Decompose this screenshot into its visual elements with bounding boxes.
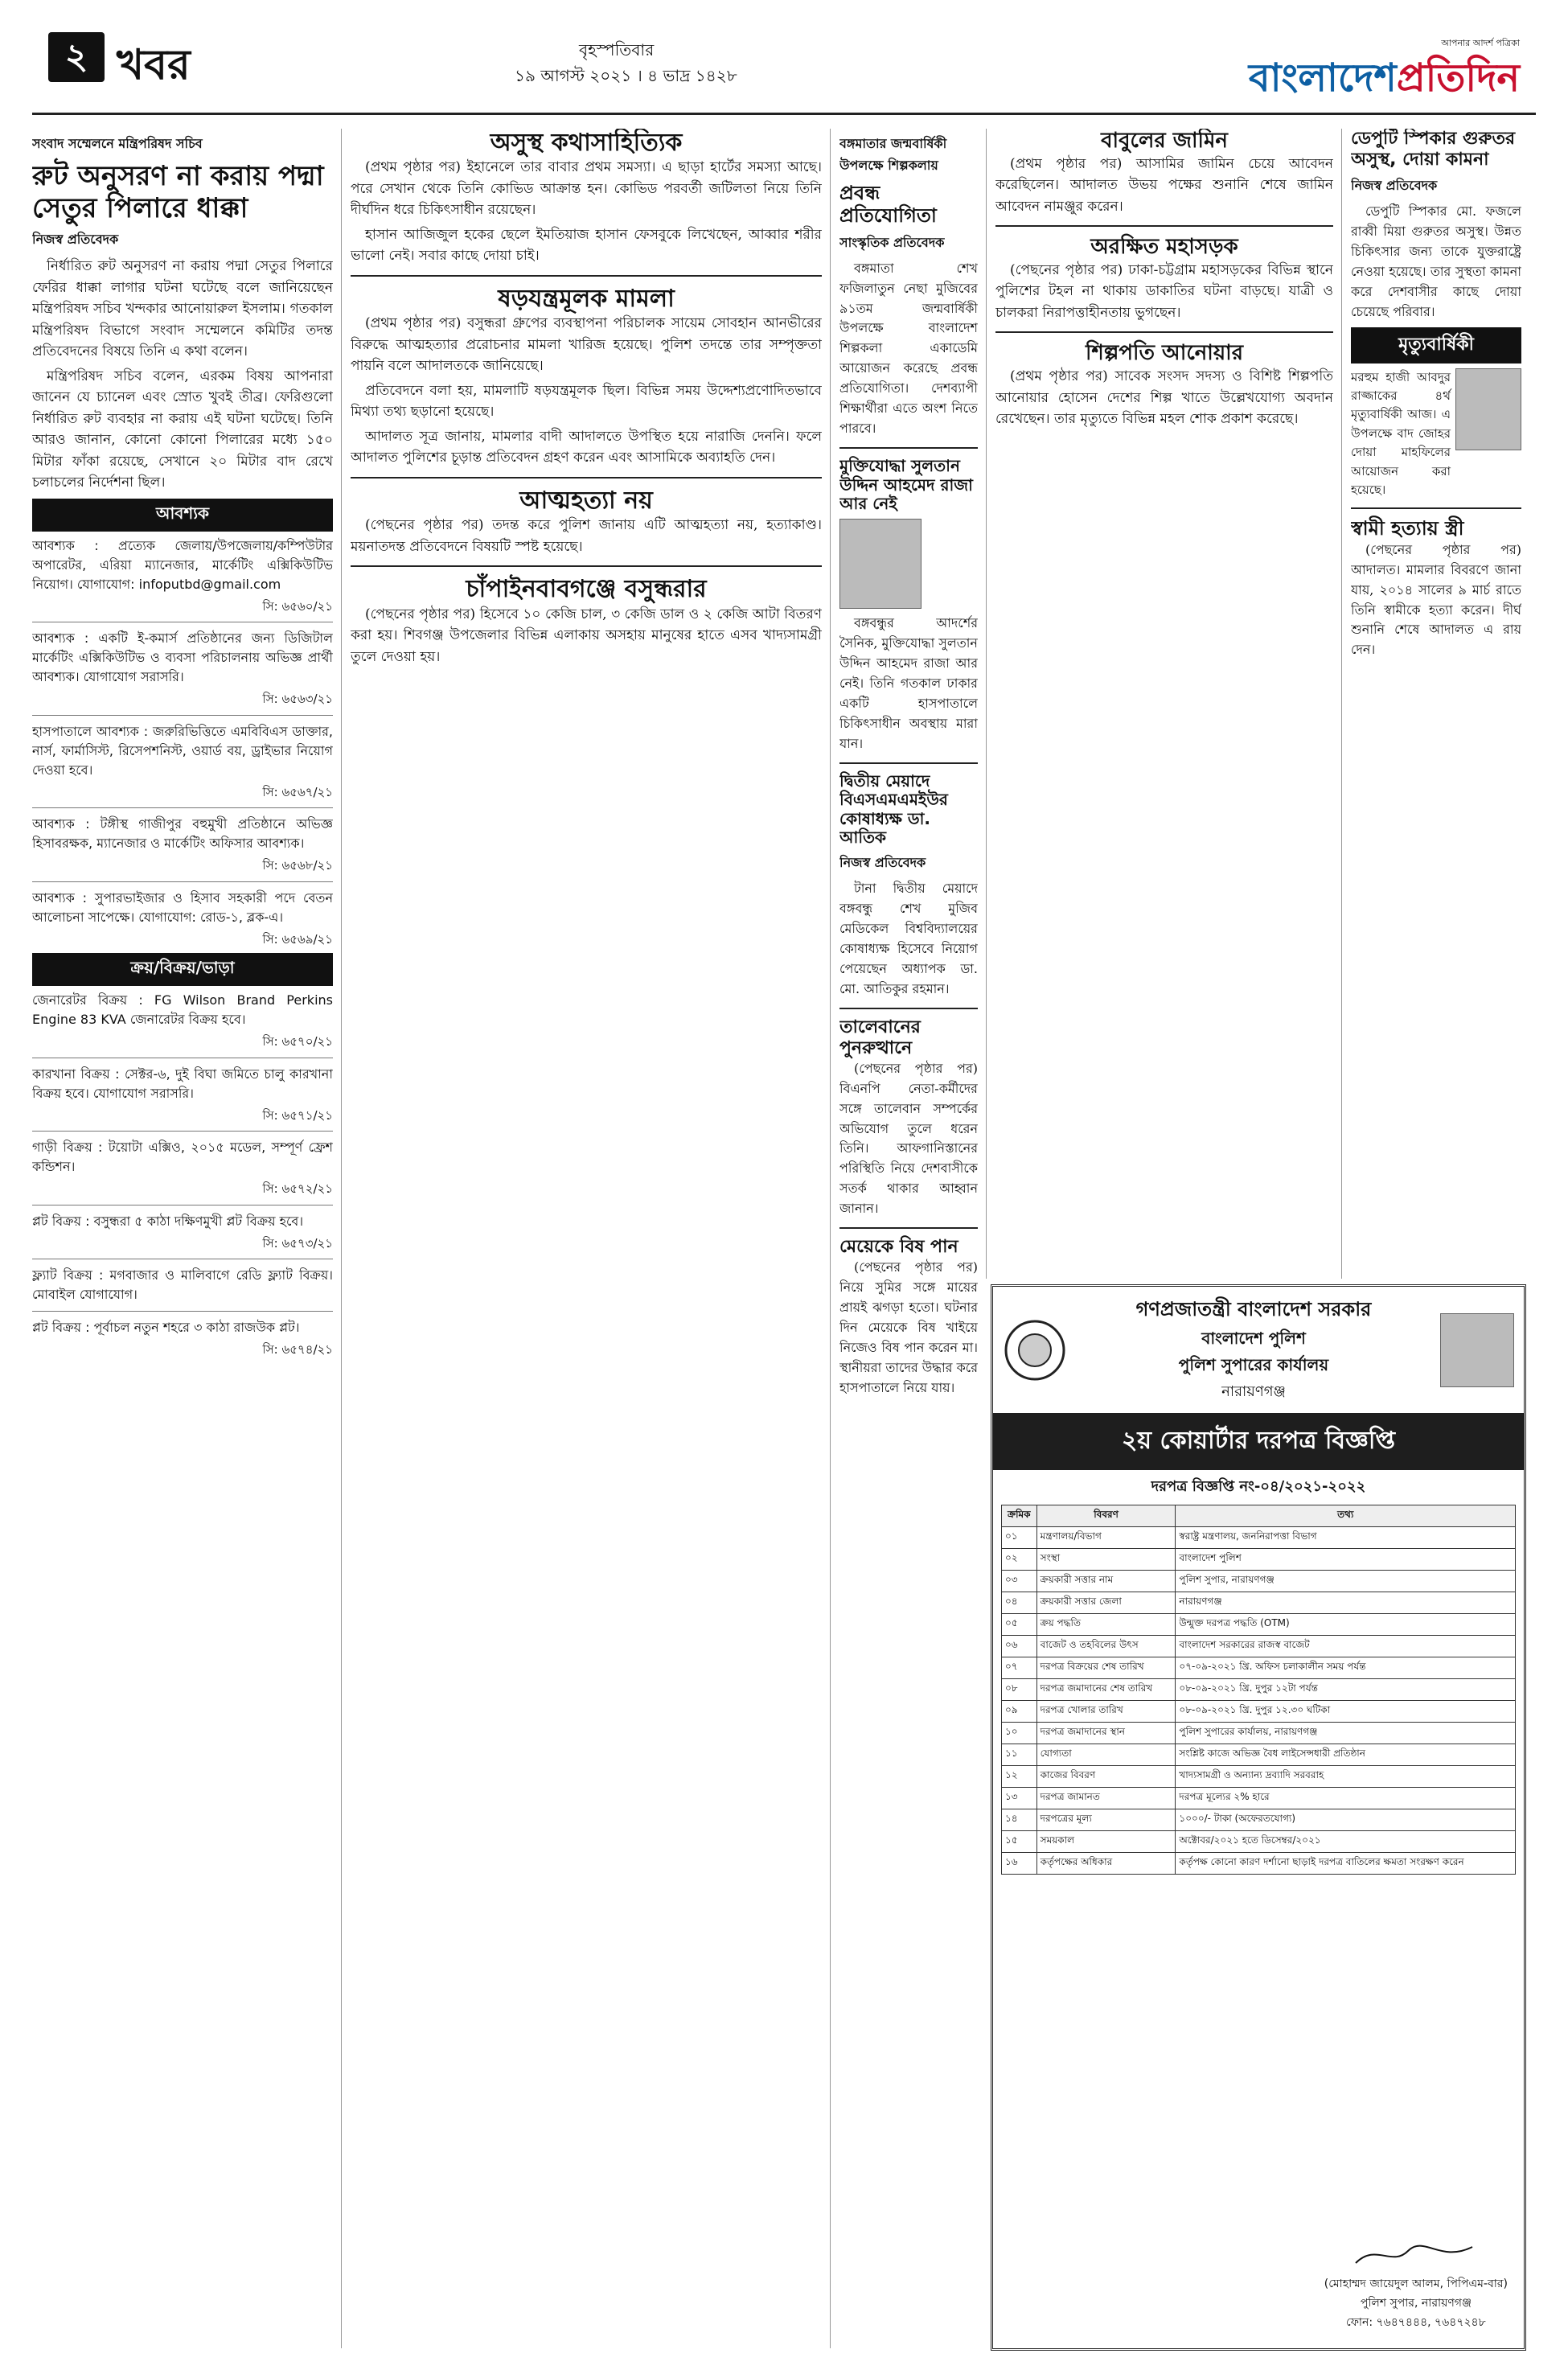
table-cell: ০৭-০৯-২০২১ খ্রি. অফিস চলাকালীন সময় পর্যন্ত [1176, 1657, 1516, 1679]
story-headline: প্রবন্ধ প্রতিযোগিতা [839, 182, 937, 228]
story-headline: তালেবানের পুনরুত্থানে [839, 1017, 921, 1058]
story-body [995, 154, 1333, 218]
table-row [1002, 1571, 1516, 1592]
story-body [995, 366, 1333, 430]
story-headline: মেয়েকে বিষ পান [839, 1237, 958, 1258]
obituary-photo [1455, 368, 1521, 450]
table-cell: ০১ [1002, 1527, 1037, 1549]
story-body [351, 313, 822, 469]
story-headline: অরক্ষিত মহাসড়ক [1090, 235, 1238, 260]
table-cell: স্বরাষ্ট্র মন্ত্রণালয়, জননিরাপত্তা বিভাগ [1176, 1527, 1516, 1549]
story-body [351, 515, 822, 557]
table-cell: অক্টোবর/২০২১ হতে ডিসেম্বর/২০২১ [1176, 1831, 1516, 1853]
classified-ad: কারখানা বিক্রয় : সেক্টর-৬, দুই বিঘা জমিতে চালু কারখানা বিক্রয় হবে। যোগাযোগ সরাসরি। [32, 1066, 333, 1101]
dateline: ১৯ আগস্ট ২০২১ । ৪ ভাদ্র ১৪২৮ [515, 66, 737, 85]
portrait-photo [839, 519, 922, 609]
table-cell: ক্রয়কারী সত্তার জেলা [1036, 1592, 1176, 1614]
table-cell: পুলিশ সুপারের কার্যালয়, নারায়ণগঞ্জ [1176, 1723, 1516, 1744]
classified-ad: ফ্ল্যাট বিক্রয় : মগবাজার ও মালিবাগে রেডি ফ্ল্যাট বিক্রয়। মোবাইল যোগাযোগ। [32, 1267, 333, 1303]
table-cell: দরপত্রের মূল্য [1036, 1809, 1176, 1831]
table-cell: ক্রয় পদ্ধতি [1036, 1614, 1176, 1636]
logo-tagline: আপনার আদর্শ পত্রিকা [1441, 38, 1520, 48]
table-cell: সংস্থা [1036, 1549, 1176, 1571]
story-headline: স্বামী হত্যায় স্ত্রী [1351, 517, 1464, 540]
table-cell: কর্তৃপক্ষের অধিকার [1036, 1853, 1176, 1875]
table-cell: সময়কাল [1036, 1831, 1176, 1853]
table-cell: ১৫ [1002, 1831, 1037, 1853]
table-cell: ০৪ [1002, 1592, 1037, 1614]
table-row [1002, 1701, 1516, 1723]
classified-ad: আবশ্যক : একটি ই-কমার্স প্রতিষ্ঠানের জন্য ডিজিটাল মার্কেটিং এক্সিকিউটিভ ও ব্যবসা পরিচালনায় অভিজ্ঞ প্রার্থী আবশ্যক। যোগাযোগ সরাসরি। [32, 630, 333, 685]
column-right-a [995, 129, 1333, 1279]
story-body [839, 1258, 978, 1399]
paragraph: (পেছনের পৃষ্ঠার পর) ঢাকা-চট্টগ্রাম মহাসড়কের বিভিন্ন স্থানে পুলিশের টহল না থাকায় ডাকাতির ঘটনা বাড়ছে। যাত্রী ও চালকরা নিরাপত্তাহীনতায় ভুগছেন। [995, 261, 1333, 321]
signature-block [1324, 2239, 1508, 2332]
table-row [1002, 1527, 1516, 1549]
story-body [995, 260, 1333, 324]
ad-code: সি: ৬৫৬৩/২১ [262, 692, 333, 707]
story-headline: দ্বিতীয় মেয়াদে বিএসএমএমইউর কোষাধ্যক্ষ ডা. আতিক [839, 770, 948, 848]
classified-ad: আবশ্যক : টঙ্গীস্থ গাজীপুর বহুমুখী প্রতিষ্ঠানে অভিজ্ঞ হিসাবরক্ষক, ম্যানেজার ও মার্কেটিং অফিসার আবশ্যক। [32, 816, 333, 852]
police-emblem-icon [1003, 1318, 1067, 1382]
table-cell: ১৪ [1002, 1809, 1037, 1831]
district-name: নারায়ণগঞ্জ [1221, 1383, 1286, 1400]
table-cell: ০৭ [1002, 1657, 1037, 1679]
table-cell: ১০ [1002, 1723, 1037, 1744]
column-left [32, 129, 333, 2348]
ad-code: সি: ৬৫৬৮/২১ [262, 858, 333, 873]
paragraph: (পেছনের পৃষ্ঠার পর) তদন্ত করে পুলিশ জানায় এটি আত্মহত্যা নয়, হত্যাকাণ্ড। ময়নাতদন্ত প্রতিবেদনে বিষয়টি স্পষ্ট হয়েছে। [351, 517, 822, 555]
obituary-block [1351, 368, 1521, 500]
portrait-photo [1440, 1313, 1514, 1387]
page-number: ২ [48, 32, 105, 82]
table-cell: পুলিশ সুপার, নারায়ণগঞ্জ [1176, 1571, 1516, 1592]
story-kicker: বঙ্গমাতার জন্মবার্ষিকী উপলক্ষে শিল্পকলায় [839, 136, 947, 173]
table-cell: ০২ [1002, 1549, 1037, 1571]
story-headline: ডেপুটি স্পিকার গুরুতর অসুস্থ, দোয়া কামনা [1351, 129, 1516, 170]
lead-kicker: সংবাদ সম্মেলনে মন্ত্রিপরিষদ সচিব [32, 136, 203, 151]
table-row [1002, 1636, 1516, 1657]
table-cell: বাংলাদেশ সরকারের রাজস্ব বাজেট [1176, 1636, 1516, 1657]
story-byline: নিজস্ব প্রতিবেদক [839, 855, 926, 871]
table-cell: উন্মুক্ত দরপত্র পদ্ধতি (OTM) [1176, 1614, 1516, 1636]
tender-header [993, 1287, 1524, 1413]
table-cell: কাজের বিবরণ [1036, 1766, 1176, 1788]
paragraph: (প্রথম পৃষ্ঠার পর) বসুন্ধরা গ্রুপের ব্যবস্থাপনা পরিচালক সায়েম সোবহান আনভীরের বিরুদ্ধে আত্মহত্যার প্ররোচনার মামলা খারিজ হয়েছে। পুলিশ তদন্তে তার সম্পৃক্ততা পায়নি বলে আদালতকে জানিয়েছে। [351, 315, 822, 375]
paragraph: (পেছনের পৃষ্ঠার পর) হিসেবে ১০ কেজি চাল, ৩ কেজি ডাল ও ২ কেজি আটা বিতরণ করা হয়। শিবগঞ্জ উপজেলার বিভিন্ন এলাকায় অসহায় মানুষের হাতে এসব খাদ্যসামগ্রী তুলে দেওয়া হয়। [351, 606, 822, 665]
table-cell: দরপত্র খোলার তারিখ [1036, 1701, 1176, 1723]
column-mid-right [839, 129, 978, 2348]
table-row [1002, 1809, 1516, 1831]
tender-notice [991, 1284, 1526, 2351]
table-cell: দরপত্র জমাদানের স্থান [1036, 1723, 1176, 1744]
classified-ad: আবশ্যক : সুপারভাইজার ও হিসাব সহকারী পদে বেতন আলোচনা সাপেক্ষে। যোগাযোগ: রোড-১, ব্লক-এ। [32, 889, 333, 925]
lead-body [32, 256, 333, 494]
story-body [351, 604, 822, 668]
paragraph: আদালত সূত্র জানায়, মামলার বাদী আদালতে উপস্থিত হয়ে নারাজি দেননি। ফলে আদালত পুলিশের চূড়ান্ত প্রতিবেদন গ্রহণ করেন এবং আসামিকে অব্যাহতি দেন। [351, 428, 822, 466]
ad-code: সি: ৬৫৬৯/২১ [262, 931, 333, 947]
table-cell: মন্ত্রণালয়/বিভাগ [1036, 1527, 1176, 1549]
paragraph: প্রতিবেদনে বলা হয়, মামলাটি ষড়যন্ত্রমূলক ছিল। বিভিন্ন সময় উদ্দেশ্যপ্রণোদিতভাবে মিথ্যা তথ্য ছড়ানো হয়েছে। [351, 382, 822, 421]
classified-ad: জেনারেটর বিক্রয় : FG Wilson Brand Perkins Engine 83 KVA জেনারেটর বিক্রয় হবে। [32, 992, 333, 1028]
newspaper-logo [1190, 36, 1520, 101]
column-rule [986, 129, 987, 1279]
paragraph: (পেছনের পৃষ্ঠার পর) নিয়ে সুমির সঙ্গে মায়ের প্রায়ই ঝগড়া হতো। ঘটনার দিন মেয়েকে বিষ খাইয়ে নিজেও বিষ পান করেন মা। স্থানীয়রা তাদের উদ্ধার করে হাসপাতালে নিয়ে যায়। [839, 1259, 978, 1395]
column-center [351, 129, 822, 2348]
table-row [1002, 1723, 1516, 1744]
table-header: বিবরণ [1036, 1505, 1176, 1527]
table-row [1002, 1744, 1516, 1766]
table-cell: ১১ [1002, 1744, 1037, 1766]
ad-code: সি: ৬৫৭২/২১ [262, 1181, 333, 1197]
logo-accent: প্রতিদিন [1396, 55, 1520, 101]
ad-code: সি: ৬৫৬৭/২১ [262, 784, 333, 799]
obituary-label: মৃত্যুবার্ষিকী [1351, 327, 1521, 363]
paragraph: (প্রথম পৃষ্ঠার পর) আসামির জামিন চেয়ে আবেদন করেছিলেন। আদালত উভয় পক্ষের শুনানি শেষে জামিন আবেদন নামঞ্জুর করেন। [995, 155, 1333, 215]
paragraph: (পেছনের পৃষ্ঠার পর) আদালত। মামলার বিবরণে জানা যায়, ২০১৪ সালের ৯ মার্চ রাতে তিনি স্বামীকে হত্যা করেন। দীর্ঘ শুনানি শেষে আদালত এ রায় দেন। [1351, 541, 1521, 658]
table-cell: ০৬ [1002, 1636, 1037, 1657]
tender-issuer [1067, 1295, 1440, 1405]
story-body [351, 157, 822, 267]
table-row [1002, 1679, 1516, 1701]
table-cell: দরপত্র জমাদানের শেষ তারিখ [1036, 1679, 1176, 1701]
table-row [1002, 1592, 1516, 1614]
table-cell: যোগ্যতা [1036, 1744, 1176, 1766]
paragraph: হাসান আজিজুল হকের ছেলে ইমতিয়াজ হাসান ফেসবুকে লিখেছেন, আব্বার শরীর ভালো নেই। সবার কাছে দোয়া চাই। [351, 226, 822, 265]
table-cell: ০৮ [1002, 1679, 1037, 1701]
story-body [839, 879, 978, 1000]
ad-code: সি: ৬৫৭৩/২১ [262, 1235, 333, 1251]
section-name: খবর [117, 41, 191, 89]
story-headline: ষড়যন্ত্রমূলক মামলা [498, 284, 675, 313]
paragraph: নির্ধারিত রুট অনুসরণ না করায় পদ্মা সেতুর পিলারে ফেরির ধাক্কা লাগার ঘটনা ঘটেছে বলে জানিয়েছেন মন্ত্রিপরিষদ সচিব খন্দকার আনোয়ারুল ইসলাম। গতকাল মন্ত্রিপরিষদ বিভাগে সংবাদ সম্মেলনে কমিটির তদন্ত প্রতিবেদনের বিষয়ে তিনি এ কথা বলেন। [32, 258, 333, 360]
table-row [1002, 1788, 1516, 1809]
lead-headline: রুট অনুসরণ না করায় পদ্মা সেতুর পিলারে ধাক্কা [32, 160, 324, 225]
classified-header: ক্রয়/বিক্রয়/ভাড়া [32, 953, 333, 986]
table-cell: দরপত্র জামানত [1036, 1788, 1176, 1809]
paragraph: (প্রথম পৃষ্ঠার পর) সাবেক সংসদ সদস্য ও বিশিষ্ট শিল্পপতি আনোয়ার হোসেন দেশের শিল্প খাতে উল্লেখযোগ্য অবদান রেখেছেন। তার মৃত্যুতে বিভিন্ন মহল শোক প্রকাশ করেছে। [995, 368, 1333, 428]
table-cell: ১৩ [1002, 1788, 1037, 1809]
obituary-text: মরহুম হাজী আবদুর রাজ্জাকের ৪র্থ মৃত্যুবার্ষিকী আজ। এ উপলক্ষে বাদ জোহর দোয়া মাহফিলের আয়োজন করা হয়েছে। [1351, 369, 1451, 497]
story-headline: চাঁপাইনবাবগঞ্জে বসুন্ধরার [466, 575, 707, 604]
classified-ad: হাসপাতালে আবশ্যক : জরুরিভিত্তিতে এমবিবিএস ডাক্তার, নার্স, ফার্মাসিস্ট, রিসেপশনিস্ট, ওয়ার্ড বয়, ড্রাইভার নিয়োগ দেওয়া হবে। [32, 723, 333, 778]
dept-name: বাংলাদেশ পুলিশ [1201, 1329, 1306, 1348]
table-cell: বাজেট ও তহবিলের উৎস [1036, 1636, 1176, 1657]
table-row [1002, 1853, 1516, 1875]
table-cell: সংশ্লিষ্ট কাজে অভিজ্ঞ বৈধ লাইসেন্সধারী প্রতিষ্ঠান [1176, 1744, 1516, 1766]
table-cell: দরপত্র মূল্যের ২% হারে [1176, 1788, 1516, 1809]
paragraph: (প্রথম পৃষ্ঠার পর) ইহানেলে তার বাবার প্রথম সমস্যা। এ ছাড়া হার্টের সমস্যা আছে। পরে সেখান থেকে তিনি কোভিড আক্রান্ত হন। কোভিড পরবর্তী জটিলতা নিয়ে তিনি দীর্ঘদিন ধরে চিকিৎসাধীন রয়েছেন। [351, 159, 822, 219]
story-body [839, 1059, 978, 1220]
table-cell: ০৩ [1002, 1571, 1037, 1592]
table-header: ক্রমিক [1002, 1505, 1037, 1527]
table-cell: খাদ্যসামগ্রী ও অন্যান্য দ্রব্যাদি সরবরাহ [1176, 1766, 1516, 1788]
paragraph: বঙ্গমাতা শেখ ফজিলাতুন নেছা মুজিবের ৯১তম জন্মবার্ষিকী উপলক্ষে বাংলাদেশ শিল্পকলা একাডেমি আয়োজন করেছে প্রবন্ধ প্রতিযোগিতা। দেশব্যাপী শিক্ষার্থীরা এতে অংশ নিতে পারবে। [839, 260, 978, 437]
column-rule [341, 129, 342, 2348]
table-cell: ০৯ [1002, 1701, 1037, 1723]
story-headline: মুক্তিযোদ্ধা সুলতান উদ্দিন আহমেদ রাজা আর নেই [839, 456, 973, 514]
story-body [1351, 202, 1521, 322]
story-body [1351, 540, 1521, 661]
table-cell: ১৬ [1002, 1853, 1037, 1875]
signature-name: (মোহাম্মদ জায়েদুল আলম, পিপিএম-বার) [1324, 2277, 1508, 2290]
table-row [1002, 1614, 1516, 1636]
ad-code: সি: ৬৫৭০/২১ [262, 1034, 333, 1049]
story-byline: সাংস্কৃতিক প্রতিবেদক [839, 234, 945, 250]
table-header: তথ্য [1176, 1505, 1516, 1527]
paragraph: টানা দ্বিতীয় মেয়াদে বঙ্গবন্ধু শেখ মুজিব মেডিকেল বিশ্ববিদ্যালয়ের কোষাধ্যক্ষ হিসেবে নিয়োগ পেয়েছেন অধ্যাপক ডা. মো. আতিকুর রহমান। [839, 881, 978, 996]
story-byline: নিজস্ব প্রতিবেদক [1351, 177, 1438, 193]
signature-title: পুলিশ সুপার, নারায়ণগঞ্জ [1360, 2297, 1472, 2310]
table-cell: দরপত্র বিক্রয়ের শেষ তারিখ [1036, 1657, 1176, 1679]
signature-phone: ফোন: ৭৬৪৭৪৪৪, ৭৬৪৭২৪৮ [1346, 2316, 1486, 2329]
story-headline: আত্মহত্যা নয় [519, 486, 653, 515]
paragraph: বঙ্গবন্ধুর আদর্শের সৈনিক, মুক্তিযোদ্ধা সুলতান উদ্দিন আহমেদ রাজা আর নেই। তিনি গতকাল ঢাকার একটি হাসপাতালে চিকিৎসাধীন অবস্থায় মারা যান। [839, 614, 978, 751]
classified-ad: আবশ্যক : প্রত্যেক জেলায়/উপজেলায়/কম্পিউটার অপারেটর, এরিয়া ম্যানেজার, মার্কেটিং এক্সিকিউটিভ নিয়োগ। যোগাযোগ: infoputbd@gmail.com [32, 537, 333, 592]
tender-table [1001, 1505, 1516, 1875]
table-cell: ০৮-০৯-২০২১ খ্রি. দুপুর ১২.৩০ ঘটিকা [1176, 1701, 1516, 1723]
ad-code: সি: ৬৫৭৪/২১ [262, 1342, 333, 1357]
classified-list [32, 991, 333, 1359]
table-cell: ০৮-০৯-২০২১ খ্রি. দুপুর ১২টা পর্যন্ত [1176, 1679, 1516, 1701]
govt-name: গণপ্রজাতন্ত্রী বাংলাদেশ সরকার [1135, 1298, 1372, 1320]
tender-ref: দরপত্র বিজ্ঞপ্তি নং-০৪/২০২১-২০২২ [1151, 1478, 1366, 1495]
table-cell: ১২ [1002, 1766, 1037, 1788]
paragraph: মন্ত্রিপরিষদ সচিব বলেন, এরকম বিষয় আপনারা জানেন যে চ্যানেল এবং স্রোত খুবই তীব্র। ফেরিগুলো নির্ধারিত রুট ব্যবহার না করায় এই ঘটনা ঘটেছে। তিনি আরও জানান, কোনো কোনো পিলারের মধ্যে ১৫০ মিটার ফাঁকা রয়েছে, সেখানে ২০ মিটার বাদ রেখে চলাচলের নির্দেশনা ছিল। [32, 368, 333, 491]
story-headline: অসুস্থ কথাসাহিত্যিক [490, 129, 683, 157]
table-row [1002, 1549, 1516, 1571]
column-rule [830, 129, 831, 2348]
classified-ad: গাড়ী বিক্রয় : টয়োটা এক্সিও, ২০১৫ মডেল, সম্পূর্ণ ফ্রেশ কন্ডিশন। [32, 1140, 333, 1175]
logo-main: বাংলাদেশ [1248, 55, 1397, 101]
table-cell: ১০০০/- টাকা (অফেরতযোগ্য) [1176, 1809, 1516, 1831]
table-cell: কর্তৃপক্ষ কোনো কারণ দর্শানো ছাড়াই দরপত্র বাতিলের ক্ষমতা সংরক্ষণ করেন [1176, 1853, 1516, 1875]
classified-list [32, 536, 333, 949]
table-cell: নারায়ণগঞ্জ [1176, 1592, 1516, 1614]
classified-ad: প্লট বিক্রয় : পূর্বাচল নতুন শহরে ৩ কাঠা রাজউক প্লট। [32, 1320, 300, 1336]
ad-code: সি: ৬৫৭১/২১ [262, 1107, 333, 1123]
lead-byline: নিজস্ব প্রতিবেদক [32, 232, 119, 248]
story-headline: বাবুলের জামিন [1101, 129, 1228, 153]
weekday: বৃহস্পতিবার [579, 40, 655, 60]
ad-code: সি: ৬৫৬০/২১ [262, 598, 333, 614]
table-cell: ক্রয়কারী সত্তার নাম [1036, 1571, 1176, 1592]
classified-header: আবশ্যক [32, 499, 333, 532]
column-right-b [1351, 129, 1521, 1279]
story-headline: শিল্পপতি আনোয়ার [1085, 341, 1244, 366]
table-cell: বাংলাদেশ পুলিশ [1176, 1549, 1516, 1571]
table-row [1002, 1766, 1516, 1788]
classified-ad: প্লট বিক্রয় : বসুন্ধরা ৫ কাঠা দক্ষিণমুখী প্লট বিক্রয় হবে। [32, 1213, 304, 1229]
table-row [1002, 1657, 1516, 1679]
tender-title: ২য় কোয়ার্টার দরপত্র বিজ্ঞপ্তি [993, 1413, 1524, 1470]
signature-mark [1352, 2239, 1480, 2271]
paragraph: ডেপুটি স্পিকার মো. ফজলে রাব্বী মিয়া গুরুতর অসুস্থ। উন্নত চিকিৎসার জন্য তাকে যুক্তরাষ্ট্রে নেওয়া হয়েছে। তার সুস্থতা কামনা করে দেশবাসীর কাছে দোয়া চেয়েছে পরিবার। [1351, 203, 1521, 319]
story-body [839, 614, 978, 754]
story-body [839, 259, 978, 440]
table-cell: ০৫ [1002, 1614, 1037, 1636]
table-row [1002, 1831, 1516, 1853]
office-name: পুলিশ সুপারের কার্যালয় [1178, 1355, 1329, 1374]
paragraph: (পেছনের পৃষ্ঠার পর) বিএনপি নেতা-কর্মীদের সঙ্গে তালেবান সম্পর্কের অভিযোগ তুলে ধরেন তিনি। আফগানিস্তানের পরিস্থিতি নিয়ে দেশবাসীকে সতর্ক থাকার আহ্বান জানান। [839, 1060, 978, 1217]
column-rule [1341, 129, 1342, 1279]
logo-wordmark [1190, 49, 1520, 113]
